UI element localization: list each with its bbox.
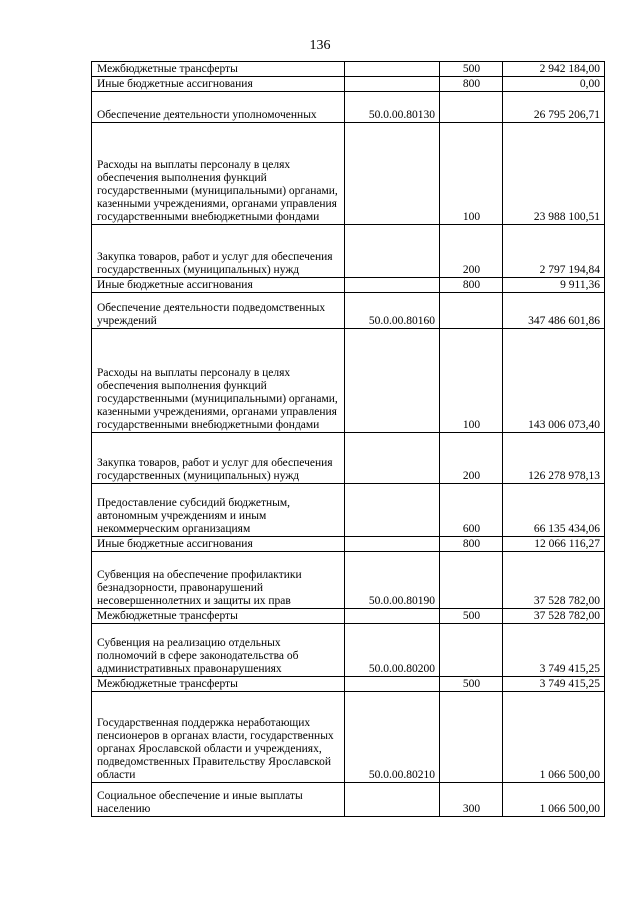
row-target-code	[345, 278, 440, 293]
table-row	[92, 433, 605, 484]
row-amount: 3 749 415,25	[503, 624, 605, 677]
row-name: Предоставление субсидий бюджетным, автономным учреждениям и иным некоммерческим организациям	[92, 484, 345, 537]
row-amount: 126 278 978,13	[503, 433, 605, 484]
row-target-code: 50.0.00.80210	[345, 692, 440, 783]
row-target-code	[345, 62, 440, 77]
row-amount: 66 135 434,06	[503, 484, 605, 537]
row-name: Расходы на выплаты персоналу в целях обеспечения выполнения функций государственными (муниципальными) органами, казенными учреждениями, органами управления государственными внебюджетными фондами	[92, 123, 345, 225]
row-name: Обеспечение деятельности подведомственных учреждений	[92, 293, 345, 329]
row-expense-type: 800	[440, 537, 503, 552]
row-amount: 26 795 206,71	[503, 92, 605, 123]
row-target-code	[345, 484, 440, 537]
row-amount: 347 486 601,86	[503, 293, 605, 329]
row-amount: 2 797 194,84	[503, 225, 605, 278]
row-name: Субвенция на обеспечение профилактики безнадзорности, правонарушений несовершеннолетних и защиты их прав	[92, 552, 345, 609]
table-row	[92, 77, 605, 92]
row-expense-type: 200	[440, 433, 503, 484]
row-amount: 37 528 782,00	[503, 609, 605, 624]
row-name: Закупка товаров, работ и услуг для обеспечения государственных (муниципальных) нужд	[92, 433, 345, 484]
row-expense-type: 100	[440, 123, 503, 225]
row-name: Обеспечение деятельности уполномоченных	[92, 92, 345, 123]
table-row	[92, 692, 605, 783]
row-amount: 1 066 500,00	[503, 692, 605, 783]
row-amount: 12 066 116,27	[503, 537, 605, 552]
row-name: Расходы на выплаты персоналу в целях обеспечения выполнения функций государственными (муниципальными) органами, казенными учреждениями, органами управления государственными внебюджетными фондами	[92, 329, 345, 433]
table-row	[92, 225, 605, 278]
row-expense-type	[440, 293, 503, 329]
table-row	[92, 123, 605, 225]
row-target-code	[345, 225, 440, 278]
table-row	[92, 329, 605, 433]
table-row	[92, 552, 605, 609]
row-amount: 9 911,36	[503, 278, 605, 293]
row-amount: 2 942 184,00	[503, 62, 605, 77]
row-expense-type	[440, 624, 503, 677]
table-row	[92, 537, 605, 552]
row-expense-type	[440, 692, 503, 783]
row-target-code	[345, 433, 440, 484]
table-row	[92, 783, 605, 817]
row-amount: 0,00	[503, 77, 605, 92]
row-target-code	[345, 537, 440, 552]
row-name: Субвенция на реализацию отдельных полномочий в сфере законодательства об административных правонарушениях	[92, 624, 345, 677]
table-row	[92, 278, 605, 293]
row-target-code	[345, 783, 440, 817]
table-row	[92, 92, 605, 123]
row-expense-type: 100	[440, 329, 503, 433]
row-expense-type: 600	[440, 484, 503, 537]
row-target-code	[345, 609, 440, 624]
row-expense-type: 200	[440, 225, 503, 278]
row-target-code	[345, 329, 440, 433]
table-row	[92, 484, 605, 537]
table-row	[92, 677, 605, 692]
table-row	[92, 624, 605, 677]
page-number: 136	[309, 38, 331, 53]
row-name: Иные бюджетные ассигнования	[92, 278, 345, 293]
row-expense-type: 500	[440, 677, 503, 692]
row-name: Иные бюджетные ассигнования	[92, 77, 345, 92]
row-amount: 143 006 073,40	[503, 329, 605, 433]
row-name: Межбюджетные трансферты	[92, 677, 345, 692]
row-expense-type: 500	[440, 609, 503, 624]
table-row	[92, 62, 605, 77]
row-amount: 1 066 500,00	[503, 783, 605, 817]
row-target-code	[345, 123, 440, 225]
row-expense-type: 300	[440, 783, 503, 817]
row-name: Закупка товаров, работ и услуг для обеспечения государственных (муниципальных) нужд	[92, 225, 345, 278]
row-target-code: 50.0.00.80130	[345, 92, 440, 123]
row-name: Социальное обеспечение и иные выплаты населению	[92, 783, 345, 817]
table-row	[92, 293, 605, 329]
row-expense-type	[440, 92, 503, 123]
budget-table	[91, 61, 605, 817]
table-row	[92, 609, 605, 624]
row-expense-type	[440, 552, 503, 609]
row-target-code	[345, 677, 440, 692]
row-name: Межбюджетные трансферты	[92, 62, 345, 77]
row-name: Государственная поддержка неработающих пенсионеров в органах власти, государственных органах Ярославской области и учреждениях, подведомственных Правительству Ярославской области	[92, 692, 345, 783]
row-target-code: 50.0.00.80190	[345, 552, 440, 609]
row-amount: 3 749 415,25	[503, 677, 605, 692]
row-target-code	[345, 77, 440, 92]
row-target-code: 50.0.00.80200	[345, 624, 440, 677]
row-expense-type: 800	[440, 278, 503, 293]
row-amount: 37 528 782,00	[503, 552, 605, 609]
row-name: Межбюджетные трансферты	[92, 609, 345, 624]
row-target-code: 50.0.00.80160	[345, 293, 440, 329]
row-name: Иные бюджетные ассигнования	[92, 537, 345, 552]
row-expense-type: 500	[440, 62, 503, 77]
row-amount: 23 988 100,51	[503, 123, 605, 225]
row-expense-type: 800	[440, 77, 503, 92]
